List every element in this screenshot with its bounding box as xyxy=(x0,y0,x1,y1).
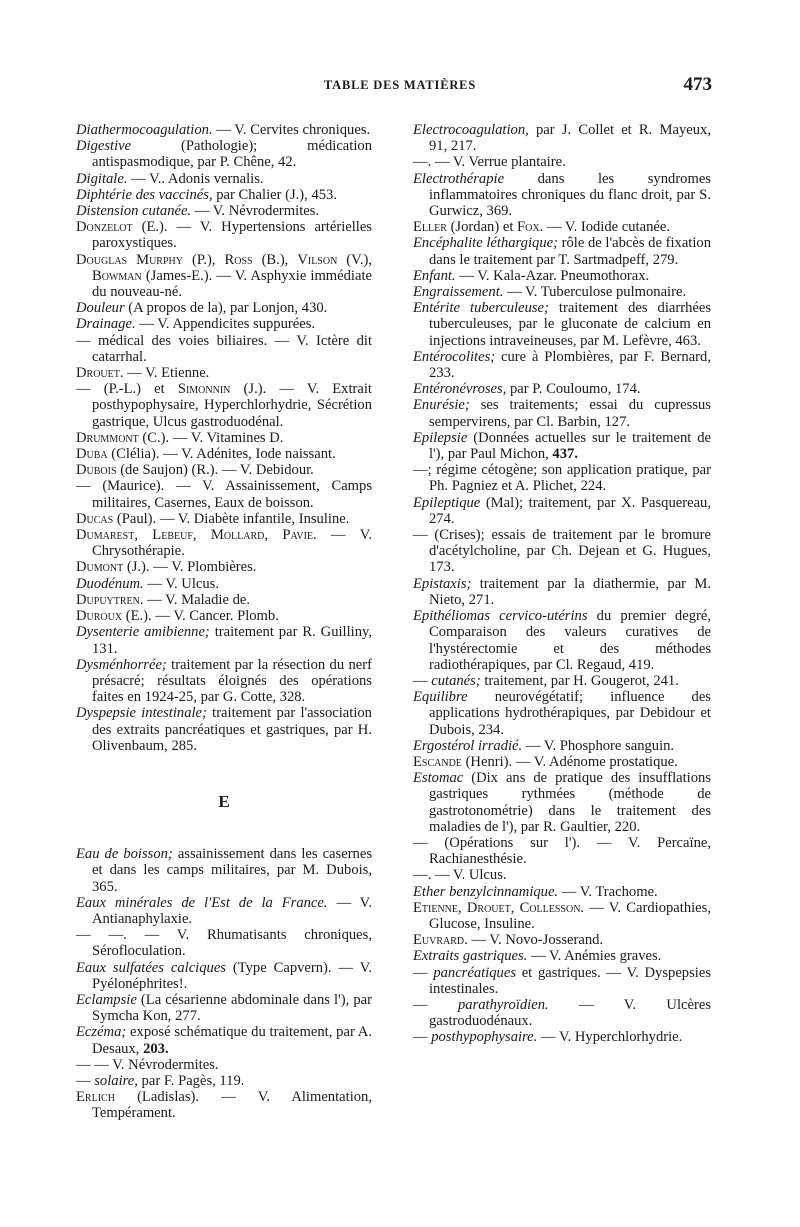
entry-text: (Henri). — V. Adénome prostatique. xyxy=(461,753,678,770)
author-name: Duba xyxy=(76,446,108,463)
entry-text: assainissement dans les casernes et dans les camps militaires, par M. Dubois, 365. xyxy=(92,846,373,895)
index-entry xyxy=(413,932,711,948)
entry-heading: solaire, xyxy=(94,1072,138,1089)
entry-text: — V. Anémies graves. xyxy=(527,948,662,965)
entry-heading: cutanés; xyxy=(431,672,481,689)
entry-heading: Encéphalite léthargique; xyxy=(413,235,558,252)
entry-text: — V. Kala-Azar. Pneumothorax. xyxy=(455,267,650,284)
index-entry xyxy=(413,122,711,154)
entry-text: traitement par R. Guilliny, 131. xyxy=(92,624,373,657)
entry-text: dans les syndromes inflammatoires chroniques du flanc droit, par S. Gurwicz, 369. xyxy=(429,170,711,220)
author-name: Eller xyxy=(413,219,447,236)
entry-text: — — V. Névrodermites. xyxy=(76,1056,219,1073)
entry-text: (Paul). — V. Diabète infantile, Insuline. xyxy=(113,510,350,527)
page-reference: 437. xyxy=(552,446,578,463)
entry-text: traitement par la résection du nerf présacré; résultats éloignés des opérations faites en 1924-25, par G. Cotte, 328. xyxy=(92,656,372,706)
index-entry xyxy=(76,705,372,754)
entries-d xyxy=(76,122,372,754)
entry-heading: Ergostérol irradié. xyxy=(413,737,523,754)
index-entry xyxy=(76,511,372,527)
entry-text: (E.). — V. Hypertensions artérielles paroxystiques. xyxy=(92,219,372,252)
index-entry xyxy=(76,846,372,895)
entry-text: — V. Iodide cutanée. xyxy=(543,219,670,236)
index-entry xyxy=(413,867,711,883)
entry-text: (E.). — V. Cancer. Plomb. xyxy=(122,608,279,625)
entry-text: — médical des voies biliaires. — V. Ictère dit catarrhal. xyxy=(76,332,372,365)
entries-e xyxy=(76,846,372,1121)
index-entry xyxy=(413,171,711,220)
entry-text: — V. Maladie de. xyxy=(143,591,250,608)
entry-heading: Epithéliomas cervico-utérins xyxy=(413,608,588,625)
index-entry xyxy=(413,154,711,170)
entry-text: traitement par la diathermie, par M. Nieto, 271. xyxy=(429,575,711,608)
index-entry xyxy=(76,624,372,656)
entry-text: neurovégétatif; influence des applications hydrothérapiques, par Debidour et Dubois, 234. xyxy=(429,689,711,738)
entry-heading: Digestive xyxy=(76,138,132,155)
index-entry xyxy=(76,138,372,170)
entry-heading: Enurésie; xyxy=(413,397,470,414)
entry-text: (P.), xyxy=(182,251,225,268)
author-name: Ross xyxy=(224,251,253,268)
index-entry xyxy=(76,333,372,365)
index-entry xyxy=(76,446,372,462)
entry-text: — V. Phosphore sanguin. xyxy=(522,737,675,754)
author-name: Drummont xyxy=(76,429,139,446)
entry-text: — V.. Adonis vernalis. xyxy=(127,170,264,187)
entry-text: — V. Tuberculose pulmonaire. xyxy=(503,284,687,301)
entry-heading: Enfant. xyxy=(413,267,456,284)
index-entry xyxy=(76,992,372,1024)
entry-text: (Dix ans de pratique des insufflations gastriques rythmées (méthode de gastrotonométrie) dans le traitement des maladies de l'), par R. Gaultier, 220. xyxy=(429,770,711,835)
right-column xyxy=(413,122,711,1046)
index-entry xyxy=(413,738,711,754)
index-entry xyxy=(76,1024,372,1056)
entry-heading: Estomac xyxy=(413,770,464,787)
entry-text: — xyxy=(413,996,458,1013)
author-name: Dubois xyxy=(76,462,117,479)
index-entry xyxy=(76,527,372,559)
entry-text: traitement, par H. Gougerot, 241. xyxy=(480,672,679,689)
index-entry xyxy=(413,268,711,284)
entry-text: traitement des diarrhées tuberculeuses, par le gluconate de calcium en injections intraveineuses, par M. Lefèvre, 463. xyxy=(429,300,711,349)
entry-text: par F. Pagès, 119. xyxy=(137,1072,245,1089)
index-entry xyxy=(413,397,711,429)
running-title: TABLE DES MATIÈRES xyxy=(323,78,477,92)
author-name: Euvrard. xyxy=(413,932,468,949)
author-name: Ducas xyxy=(76,510,114,527)
index-entry xyxy=(76,252,372,301)
index-entry xyxy=(413,754,711,770)
entry-heading: Drainage. xyxy=(76,316,136,333)
entry-heading: Entérite tuberculeuse; xyxy=(413,300,549,317)
entry-heading: Dysménhorrée; xyxy=(76,656,167,673)
entry-text: — V. Novo-Josserand. xyxy=(467,932,604,949)
author-name: Dumont xyxy=(76,559,124,576)
entry-text: — xyxy=(413,964,434,981)
entry-text: (Données actuelles sur le traitement de l'), par Paul Michon, xyxy=(429,429,711,463)
entry-text: par Chalier (J.), 453. xyxy=(212,186,337,203)
index-entry xyxy=(413,300,711,349)
entry-text: (Type Capvern). — V. Pyélonéphrites!. xyxy=(92,959,372,992)
author-name: Bowman xyxy=(92,267,142,284)
entry-text: (J.). — V. Plombières. xyxy=(123,559,257,576)
entry-text: du premier degré, Comparaison des valeurs curatives de l'hystérectomie et des méthodes radiothérapiques, par Cl. Regaud, 419. xyxy=(429,608,711,673)
entry-heading: Eau de boisson; xyxy=(76,846,173,863)
entry-text: cure à Plombières, par F. Bernard, 233. xyxy=(429,348,711,382)
entry-text: (B.), xyxy=(252,251,298,268)
index-entry xyxy=(76,187,372,203)
author-name: Erlich xyxy=(76,1089,115,1106)
index-entry xyxy=(413,462,711,494)
index-entry xyxy=(413,835,711,867)
index-entry xyxy=(76,171,372,187)
entry-heading: Duodénum. xyxy=(76,575,144,592)
index-entry xyxy=(413,900,711,932)
entry-heading: Dyspepsie intestinale; xyxy=(76,705,207,722)
entry-heading: parathyroïdien. xyxy=(457,996,549,1013)
entry-text: traitement par l'association des extraits pancréatiques et gastriques, par H. Olivenbaum, 285. xyxy=(92,705,372,754)
index-entry xyxy=(413,349,711,381)
author-name: Escande xyxy=(413,753,462,770)
entry-heading: Eclampsie xyxy=(76,991,137,1008)
index-entry xyxy=(413,284,711,300)
entry-text: et gastriques. — V. Dyspepsies intestinales. xyxy=(429,964,711,997)
entry-text: —. — V. Verrue plantaire. xyxy=(413,154,566,171)
entry-text: — V. Névrodermites. xyxy=(191,203,320,220)
index-entry xyxy=(76,1073,372,1089)
entry-heading: Epileptique xyxy=(413,494,481,511)
left-column xyxy=(76,122,372,1122)
index-entry xyxy=(413,997,711,1029)
index-entry xyxy=(76,381,372,430)
index-entry xyxy=(413,527,711,576)
index-entry xyxy=(413,948,711,964)
page-number: 473 xyxy=(683,74,712,95)
index-entry xyxy=(413,689,711,738)
index-entry xyxy=(76,895,372,927)
index-entry xyxy=(76,316,372,332)
entry-heading: Douleur xyxy=(76,300,125,317)
entry-heading: Diphtérie des vaccinés, xyxy=(76,186,213,203)
index-entry xyxy=(413,495,711,527)
entry-text: (Pathologie); médication antispasmodique, par P. Chêne, 42. xyxy=(92,138,372,171)
index-entry xyxy=(413,673,711,689)
author-name: Etienne, Drouet, Collesson. xyxy=(413,899,585,916)
entry-text: — V. Cervites chroniques. xyxy=(212,122,371,138)
index-entry xyxy=(76,927,372,959)
entry-text: (J.). — V. Extrait posthypophysaire, Hyperchlorhydrie, Sécrétion gastrique, Ulcus gastroduodénal. xyxy=(92,381,372,430)
entry-heading: Epistaxis; xyxy=(413,575,472,592)
index-entry xyxy=(76,219,372,251)
index-entry xyxy=(413,1029,711,1045)
entry-text: — xyxy=(76,1072,95,1089)
index-entry xyxy=(76,122,372,138)
index-entry xyxy=(413,965,711,997)
index-entry xyxy=(413,430,711,462)
entry-text: — V. Chrysothérapie. xyxy=(92,527,373,560)
entry-heading: Eczéma; xyxy=(76,1024,127,1041)
entry-text: — (Opérations sur l'). — V. Percaïne, Rachianesthésie. xyxy=(413,834,711,868)
entry-heading: Electrocoagulation, xyxy=(413,122,529,138)
entry-heading: Extraits gastriques. xyxy=(413,948,528,965)
index-entry xyxy=(76,1089,372,1121)
author-name: Duroux xyxy=(76,608,123,625)
entry-text: — V. Cardiopathies, Glucose, Insuline. xyxy=(429,899,711,932)
entry-text: (Clélia). — V. Adénites, Iode naissant. xyxy=(107,446,336,463)
entry-heading: Entérocolites; xyxy=(413,348,496,365)
entry-text: (La césarienne abdominale dans l'), par Symcha Kon, 277. xyxy=(92,991,372,1025)
entry-heading: Equilibre xyxy=(413,689,468,706)
entry-text: — —. — V. Rhumatisants chroniques, Sérofloculation. xyxy=(76,927,372,960)
entry-text: (V.), xyxy=(337,251,372,268)
entry-text: — V. Ulcus. xyxy=(143,575,219,592)
index-entry xyxy=(413,235,711,267)
entry-text: rôle de l'abcès de fixation dans le traitement par T. Sartmadpeff, 279. xyxy=(429,235,711,268)
author-name: Donzelot xyxy=(76,219,133,236)
author-name: Dumarest, Lebeuf, Mollard, Pavie. xyxy=(76,527,317,544)
entry-text: (James-E.). — V. Asphyxie immédiate du nouveau-né. xyxy=(92,267,372,301)
index-entry xyxy=(76,478,372,510)
index-entry xyxy=(76,203,372,219)
entry-text: — V. Appendicites suppurées. xyxy=(135,316,316,333)
entry-text: — V. Trachome. xyxy=(558,883,658,900)
entry-heading: pancréatiques xyxy=(433,964,516,981)
index-entry xyxy=(76,462,372,478)
entry-text: —; régime cétogène; son application pratique, par Ph. Pagniez et A. Plichet, 224. xyxy=(413,462,711,495)
author-name: Fox. xyxy=(517,219,544,236)
entry-text: (Jordan) et xyxy=(446,219,518,236)
entry-heading: Entéronévroses, xyxy=(413,381,507,398)
entry-text: — V. Hyperchlorhydrie. xyxy=(537,1029,683,1046)
entry-text: exposé schématique du traitement, par A. Desaux, xyxy=(92,1024,372,1057)
entry-heading: Electrothérapie xyxy=(413,170,505,187)
entry-heading: Diathermocoagulation. xyxy=(76,122,213,138)
entry-heading: Eaux minérales de l'Est de la France. xyxy=(76,894,328,911)
entry-text: (Ladislas). — V. Alimentation, Tempérament. xyxy=(92,1089,372,1122)
index-entry xyxy=(413,608,711,673)
index-entry xyxy=(76,576,372,592)
entries-e-continued xyxy=(413,122,711,1046)
page-reference: 203. xyxy=(143,1040,169,1057)
author-name: Dupuytren. xyxy=(76,591,144,608)
entry-heading: Epilepsie xyxy=(413,429,468,446)
entry-text: — xyxy=(413,672,432,689)
index-entry xyxy=(76,365,372,381)
index-entry xyxy=(76,608,372,624)
entry-text: (A propos de la), par Lonjon, 430. xyxy=(124,300,328,317)
entry-text: —. — V. Ulcus. xyxy=(413,867,507,884)
author-name: Drouet. xyxy=(76,365,124,382)
index-entry xyxy=(76,300,372,316)
page-header xyxy=(100,74,712,102)
entry-heading: Digitale. xyxy=(76,170,128,187)
entry-text: — (P.-L.) et xyxy=(76,381,178,398)
entry-text: — V. Etienne. xyxy=(123,365,210,382)
entry-text: — xyxy=(413,1029,432,1046)
entry-text: — (Crises); essais de traitement par le bromure d'acétylcholine, par Ch. Dejean et G. Hugues, 173. xyxy=(413,527,711,576)
entry-text: par P. Couloumo, 174. xyxy=(506,381,641,398)
entry-text: ses traitements; essai du cupressus sempervirens, par Cl. Barbin, 127. xyxy=(429,397,711,430)
entry-heading: Eaux sulfatées calciques xyxy=(76,959,226,976)
entry-text: (de Saujon) (R.). — V. Debidour. xyxy=(116,462,314,479)
index-entry xyxy=(76,430,372,446)
index-entry xyxy=(413,219,711,235)
entry-heading: posthypophysaire. xyxy=(431,1029,538,1046)
author-name: Simonnin xyxy=(177,381,231,398)
section-letter: E xyxy=(218,791,230,811)
entry-text: — V. Ulcères gastroduodénaux. xyxy=(429,996,711,1030)
index-entry xyxy=(413,770,711,835)
index-entry xyxy=(76,1057,372,1073)
index-entry xyxy=(76,960,372,992)
entry-heading: Ether benzylcinnamique. xyxy=(413,883,559,900)
entry-heading: Distension cutanée. xyxy=(76,203,192,220)
entry-heading: Engraissement. xyxy=(413,284,504,301)
index-entry xyxy=(413,576,711,608)
entry-heading: Dysenterie amibienne; xyxy=(76,624,210,641)
index-entry xyxy=(76,657,372,706)
index-entry xyxy=(413,381,711,397)
entry-text: (Mal); traitement, par X. Pasquereau, 274. xyxy=(429,494,711,527)
entry-text: par J. Collet et R. Mayeux, 91, 217. xyxy=(429,122,711,155)
author-name: Vilson xyxy=(297,251,338,268)
author-name: Douglas Murphy xyxy=(76,251,183,268)
entry-text: (C.). — V. Vitamines D. xyxy=(138,429,284,446)
entry-text: — V. Antianaphylaxie. xyxy=(92,894,372,927)
index-entry xyxy=(413,884,711,900)
index-entry xyxy=(76,592,372,608)
index-entry xyxy=(76,559,372,575)
entry-text: — (Maurice). — V. Assainissement, Camps militaires, Casernes, Eaux de boisson. xyxy=(76,478,372,511)
